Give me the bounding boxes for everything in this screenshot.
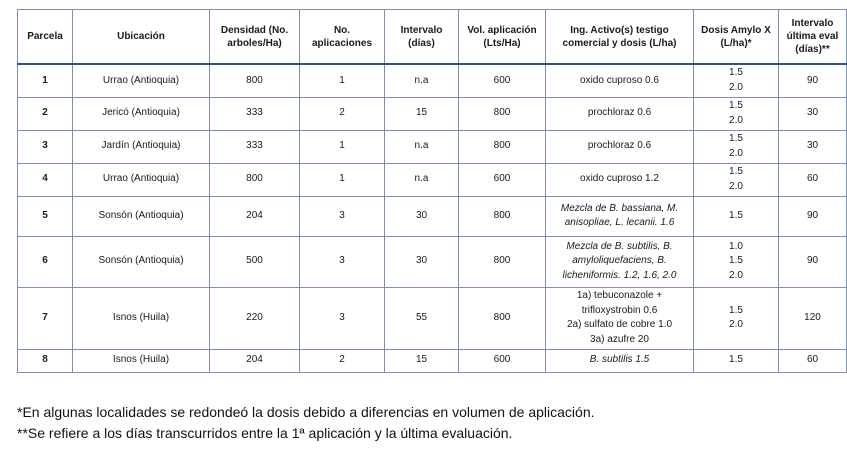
cell-intervalo: n.a (385, 163, 459, 196)
dosis-line: 1.5 (729, 67, 743, 79)
cell-densidad: 800 (210, 64, 300, 97)
cell-volumen: 600 (459, 349, 546, 372)
header-volumen: Vol. aplicación (Lts/Ha) (459, 10, 546, 65)
table-header (18, 10, 847, 65)
testigo-line: 2a) sulfato de cobre 1.0 (566, 319, 673, 330)
cell-ubicacion: Urrao (Antioquia) (73, 64, 210, 97)
cell-volumen: 800 (459, 236, 546, 287)
cell-dosis (694, 97, 779, 130)
cell-aplicaciones: 1 (300, 64, 385, 97)
cell-parcela: 3 (18, 130, 73, 163)
header-dosis: Dosis Amylo X (L/ha)* (694, 10, 779, 65)
cell-intervalo: 15 (385, 349, 459, 372)
cell-dosis (694, 196, 779, 236)
cell-intervalo: 30 (385, 236, 459, 287)
cell-ubicacion: Jericó (Antioquia) (73, 97, 210, 130)
table-row (18, 64, 847, 97)
cell-dosis (694, 236, 779, 287)
testigo-line: oxido cuproso 1.2 (580, 173, 659, 185)
cell-intervalo: n.a (385, 64, 459, 97)
cell-volumen: 800 (459, 196, 546, 236)
table-row (18, 196, 847, 236)
cell-aplicaciones: 2 (300, 97, 385, 130)
cell-volumen: 800 (459, 97, 546, 130)
cell-volumen: 800 (459, 130, 546, 163)
cell-intervalo: 55 (385, 287, 459, 349)
testigo-line: 3a) azufre 20 (590, 333, 649, 345)
cell-dosis (694, 130, 779, 163)
header-parcela: Parcela (18, 10, 73, 65)
dosis-line: 2.0 (729, 81, 743, 93)
cell-ubicacion: Isnos (Huila) (73, 349, 210, 372)
footnote-intervalo: **Se refiere a los días transcurridos entre la 1ª aplicación y la última evaluación. (17, 425, 513, 441)
cell-intervalo: 15 (385, 97, 459, 130)
dosis-line: 1.5 (729, 255, 743, 267)
testigo-line: amyloliquefaciens, B. (572, 255, 667, 267)
cell-aplicaciones: 1 (300, 163, 385, 196)
cell-testigo (546, 64, 694, 97)
cell-densidad: 800 (210, 163, 300, 196)
cell-volumen: 600 (459, 64, 546, 97)
cell-parcela: 4 (18, 163, 73, 196)
cell-ultima-eval: 90 (779, 236, 847, 287)
testigo-line: trifloxystrobin 0.6 (581, 304, 658, 316)
testigo-line: B. subtilis 1.5 (589, 354, 650, 366)
table-row (18, 130, 847, 163)
dosis-line: 1.5 (729, 354, 743, 366)
testigo-line: prochloraz 0.6 (587, 107, 652, 119)
cell-densidad: 220 (210, 287, 300, 349)
cell-parcela: 8 (18, 349, 73, 372)
cell-testigo (546, 97, 694, 130)
dosis-line: 1.5 (729, 133, 743, 144)
cell-dosis (694, 349, 779, 372)
header-row (18, 10, 847, 65)
cell-testigo (546, 163, 694, 196)
dosis-line: 2.0 (729, 269, 743, 281)
header-densidad: Densidad (No. arboles/Ha) (210, 10, 300, 65)
cell-ultima-eval: 30 (779, 130, 847, 163)
cell-dosis (694, 64, 779, 97)
cell-ubicacion: Urrao (Antioquia) (73, 163, 210, 196)
cell-intervalo: 30 (385, 196, 459, 236)
cell-aplicaciones: 3 (300, 196, 385, 236)
dosis-line: 1.5 (729, 166, 743, 177)
footnotes (17, 402, 595, 444)
header-intervalo: Intervalo (días) (385, 10, 459, 65)
cell-aplicaciones: 2 (300, 349, 385, 372)
cell-ubicacion: Sonsón (Antioquia) (73, 236, 210, 287)
footnote-dosis: *En algunas localidades se redondeó la dosis debido a diferencias en volumen de aplicación. (17, 404, 595, 420)
cell-testigo (546, 349, 694, 372)
testigo-line: Mezcla de B. subtilis, B. (566, 240, 673, 252)
table-row (18, 97, 847, 130)
header-testigo: Ing. Activo(s) testigo comercial y dosis (L/ha) (546, 10, 694, 65)
testigo-line: Mezcla de B. bassiana, M. (560, 202, 679, 214)
testigo-line: licheniformis. 1.2, 1.6, 2.0 (562, 269, 677, 281)
header-aplicaciones: No. aplicaciones (300, 10, 385, 65)
cell-densidad: 333 (210, 97, 300, 130)
testigo-line: prochloraz 0.6 (587, 140, 652, 152)
cell-volumen: 800 (459, 287, 546, 349)
dosis-line: 2.0 (729, 180, 743, 192)
cell-parcela: 1 (18, 64, 73, 97)
cell-ubicacion: Isnos (Huila) (73, 287, 210, 349)
cell-ultima-eval: 60 (779, 349, 847, 372)
dosis-line: 1.5 (729, 209, 743, 221)
cell-aplicaciones: 1 (300, 130, 385, 163)
dosis-line: 1.0 (729, 240, 743, 252)
cell-ultima-eval: 90 (779, 196, 847, 236)
cell-densidad: 333 (210, 130, 300, 163)
cell-densidad: 500 (210, 236, 300, 287)
header-ultima-eval: Intervalo última eval (días)** (779, 10, 847, 65)
cell-aplicaciones: 3 (300, 287, 385, 349)
cell-ubicacion: Sonsón (Antioquia) (73, 196, 210, 236)
cell-ultima-eval: 120 (779, 287, 847, 349)
cell-testigo (546, 130, 694, 163)
cell-dosis (694, 163, 779, 196)
cell-parcela: 5 (18, 196, 73, 236)
testigo-line: anisopliae, L. lecanii. 1.6 (564, 217, 675, 228)
table-row (18, 287, 847, 349)
cell-aplicaciones: 3 (300, 236, 385, 287)
cell-testigo (546, 196, 694, 236)
cell-testigo (546, 287, 694, 349)
cell-ultima-eval: 30 (779, 97, 847, 130)
dosis-line: 2.0 (729, 114, 743, 126)
cell-parcela: 6 (18, 236, 73, 287)
table-row (18, 236, 847, 287)
parcelas-table (17, 9, 847, 373)
cell-intervalo: n.a (385, 130, 459, 163)
data-table-container (17, 9, 839, 373)
dosis-line: 2.0 (729, 319, 743, 330)
cell-parcela: 2 (18, 97, 73, 130)
testigo-line: oxido cuproso 0.6 (580, 74, 659, 86)
table-row (18, 349, 847, 372)
cell-densidad: 204 (210, 196, 300, 236)
dosis-line: 2.0 (729, 147, 743, 159)
testigo-line: 1a) tebuconazole + (576, 290, 663, 301)
cell-densidad: 204 (210, 349, 300, 372)
table-body (18, 64, 847, 372)
cell-ubicacion: Jardín (Antioquia) (73, 130, 210, 163)
cell-testigo (546, 236, 694, 287)
cell-volumen: 600 (459, 163, 546, 196)
cell-dosis (694, 287, 779, 349)
dosis-line: 1.5 (729, 100, 743, 111)
cell-parcela: 7 (18, 287, 73, 349)
cell-ultima-eval: 90 (779, 64, 847, 97)
header-ubicacion: Ubicación (73, 10, 210, 65)
table-row (18, 163, 847, 196)
cell-ultima-eval: 60 (779, 163, 847, 196)
dosis-line: 1.5 (729, 304, 743, 316)
